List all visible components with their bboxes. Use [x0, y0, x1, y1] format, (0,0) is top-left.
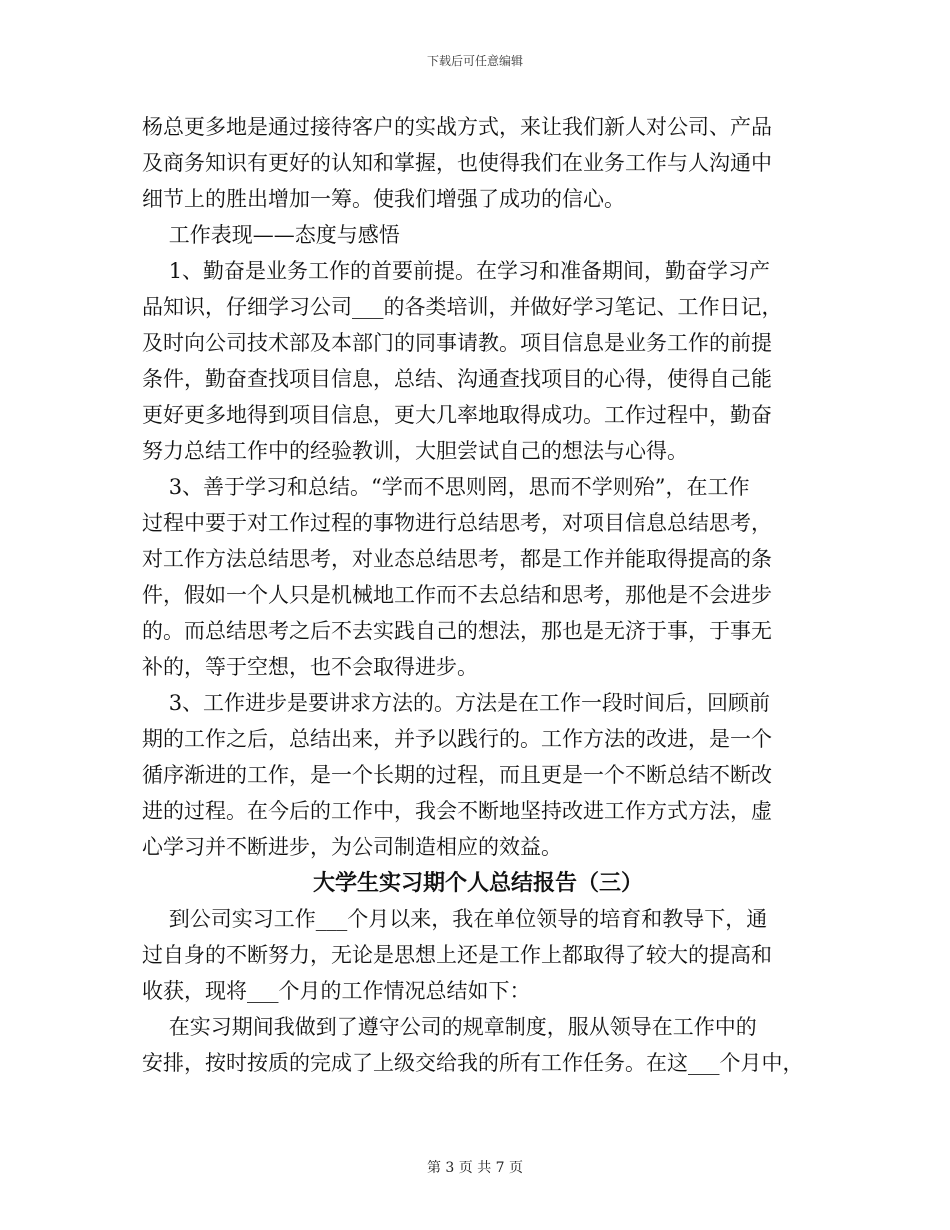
body-line: 品知识，仔细学习公司___的各类培训，并做好学习笔记、工作日记， [142, 295, 783, 319]
body-line: 过自身的不断努力，无论是思想上还是工作上都取得了较大的提高和 [142, 943, 772, 967]
page-header: 下载后可任意编辑 [426, 54, 523, 68]
body-line: 补的，等于空想，也不会取得进步。 [142, 655, 478, 679]
body-line: 进的过程。在今后的工作中，我会不断地坚持改进工作方式方法，虚 [142, 799, 772, 823]
body-line: 的。而总结思考之后不去实践自己的想法，那也是无济于事，于事无 [142, 619, 772, 643]
body-line: 期的工作之后，总结出来，并予以践行的。工作方法的改进，是一个 [142, 727, 772, 751]
body-line: 及时向公司技术部及本部门的同事请教。项目信息是业务工作的前提 [142, 331, 772, 355]
section-title: 大学生实习期个人总结报告（三） [312, 870, 643, 896]
body-line: 杨总更多地是通过接待客户的实战方式，来让我们新人对公司、产品 [142, 115, 772, 139]
body-line: 件，假如一个人只是机械地工作而不去总结和思考，那他是不会进步 [142, 583, 772, 607]
body-line: 3、工作进步是要讲求方法的。方法是在工作一段时间后，回顾前 [142, 691, 771, 715]
body-line: 更好更多地得到项目信息，更大几率地取得成功。工作过程中，勤奋 [142, 403, 772, 427]
body-line: 1、勤奋是业务工作的首要前提。在学习和准备期间，勤奋学习产 [142, 259, 771, 283]
page-number: 第 3 页 共 7 页 [426, 1160, 524, 1176]
body-line: 对工作方法总结思考，对业态总结思考，都是工作并能取得提高的条 [142, 547, 772, 571]
body-line: 3、善于学习和总结。“学而不思则罔，思而不学则殆”，在工作 [142, 475, 750, 499]
body-line: 过程中要于对工作过程的事物进行总结思考，对项目信息总结思考， [142, 511, 772, 535]
body-line: 在实习期间我做到了遵守公司的规章制度，服从领导在工作中的 [142, 1015, 757, 1039]
document-body [142, 109, 814, 1081]
body-line: 到公司实习工作___个月以来，我在单位领导的培育和教导下，通 [142, 907, 768, 931]
body-line: 及商务知识有更好的认知和掌握，也使得我们在业务工作与人沟通中 [142, 151, 772, 175]
body-line: 心学习并不断进步，为公司制造相应的效益。 [142, 835, 562, 859]
body-line: 安排，按时按质的完成了上级交给我的所有工作任务。在这___个月中， [142, 1051, 804, 1075]
body-line: 努力总结工作中的经验教训，大胆尝试自己的想法与心得。 [142, 439, 688, 463]
body-line: 收获，现将___个月的工作情况总结如下： [142, 979, 531, 1003]
body-line: 细节上的胜出增加一筹。使我们增强了成功的信心。 [142, 187, 625, 211]
body-line: 循序渐进的工作，是一个长期的过程，而且更是一个不断总结不断改 [142, 763, 772, 787]
body-line: 条件，勤奋查找项目信息，总结、沟通查找项目的心得，使得自己能 [142, 367, 772, 391]
section-subheading: 工作表现——态度与感悟 [142, 223, 400, 247]
